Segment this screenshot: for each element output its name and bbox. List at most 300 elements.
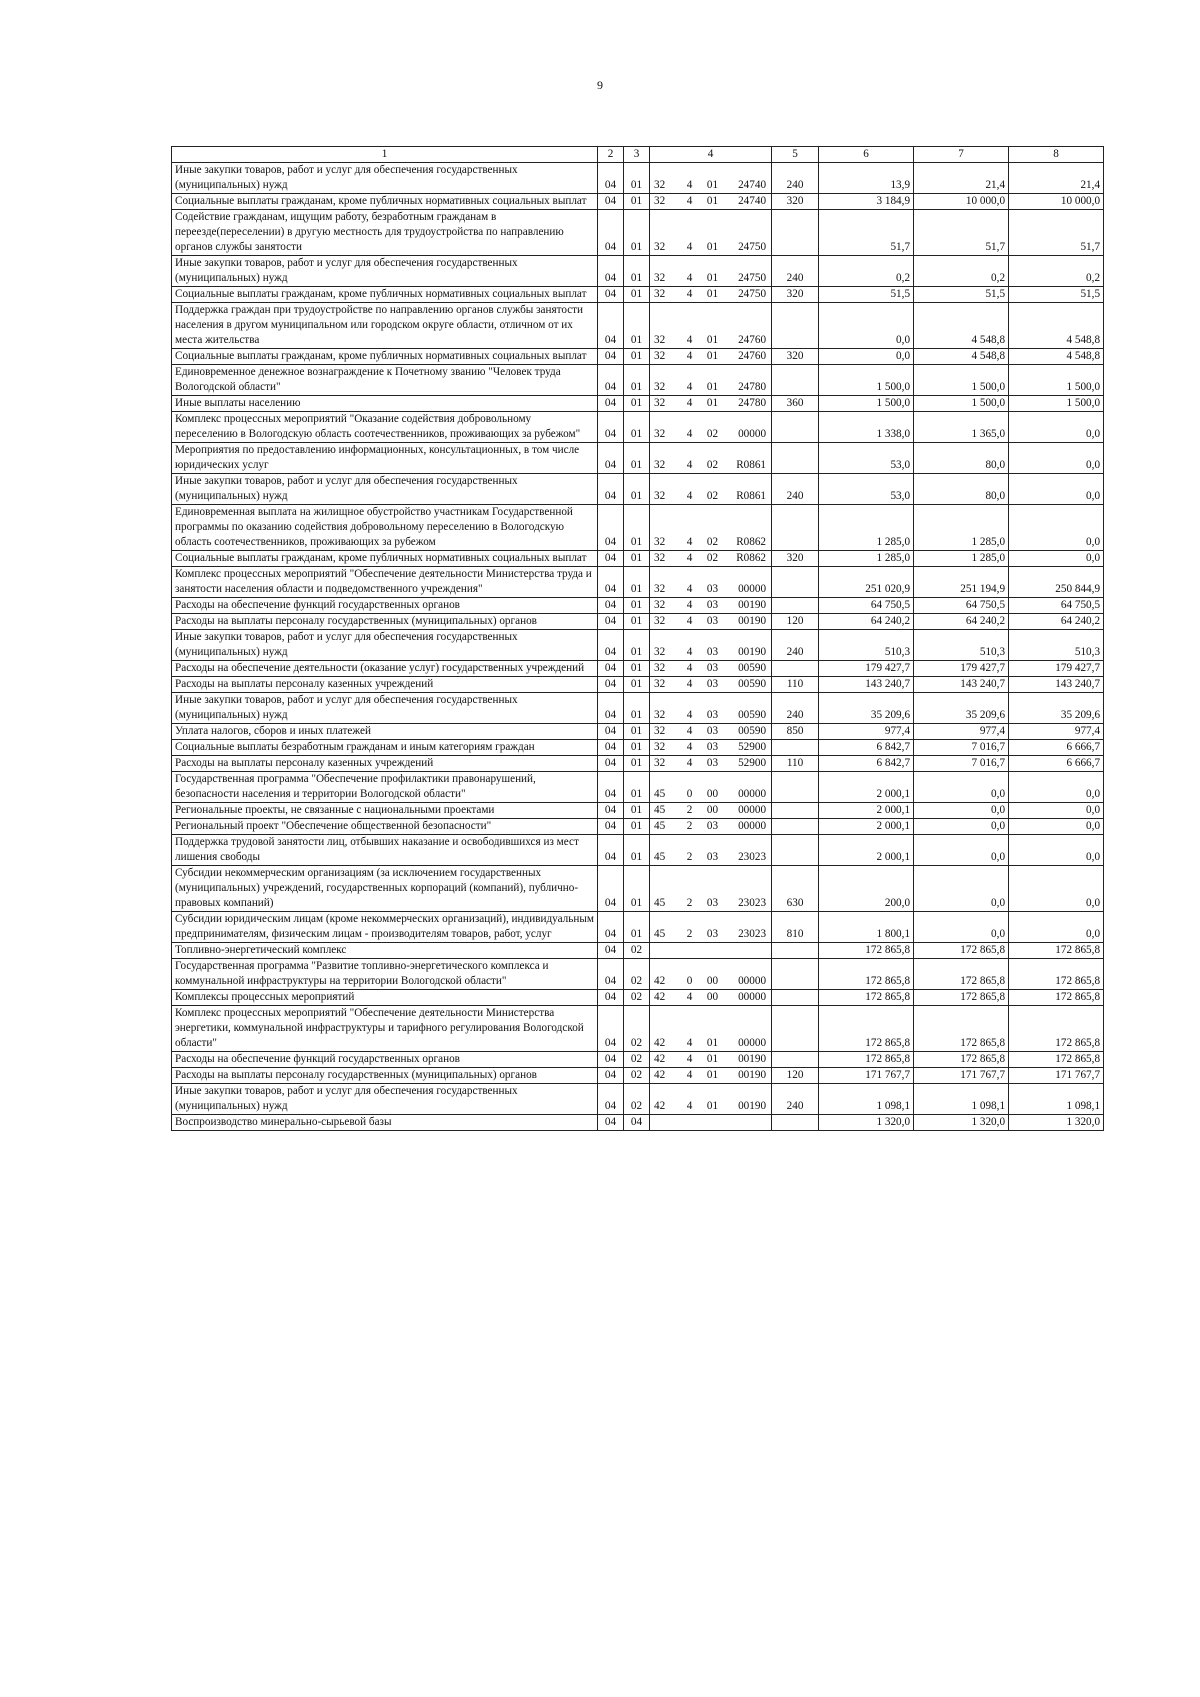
structure-code: 03 — [700, 740, 726, 756]
structure-code: 03 — [700, 835, 726, 866]
amount-col-8: 10 000,0 — [1009, 194, 1104, 210]
table-row — [172, 835, 1104, 866]
expense-type-code — [772, 990, 819, 1006]
program-type-code: 4 — [680, 990, 700, 1006]
section-code: 04 — [598, 990, 624, 1006]
direction-code: 00190 — [726, 1052, 772, 1068]
table-row — [172, 443, 1104, 474]
amount-col-7: 4 548,8 — [914, 349, 1009, 365]
program-type-code: 4 — [680, 256, 700, 287]
direction-code: 52900 — [726, 756, 772, 772]
subsection-code: 01 — [624, 551, 650, 567]
header-cell: 4 — [650, 147, 772, 163]
header-cell: 1 — [172, 147, 598, 163]
table-row — [172, 598, 1104, 614]
section-code: 04 — [598, 803, 624, 819]
section-code: 04 — [598, 551, 624, 567]
structure-code: 01 — [700, 365, 726, 396]
amount-col-7: 1 285,0 — [914, 551, 1009, 567]
amount-col-8: 0,0 — [1009, 551, 1104, 567]
direction-code: 00000 — [726, 803, 772, 819]
page-number: 9 — [597, 78, 603, 92]
row-name: Социальные выплаты гражданам, кроме публичных нормативных социальных выплат — [172, 551, 598, 567]
program-code: 32 — [650, 349, 680, 365]
amount-col-8: 4 548,8 — [1009, 349, 1104, 365]
program-code: 32 — [650, 210, 680, 256]
row-name: Расходы на обеспечение функций государственных органов — [172, 1052, 598, 1068]
direction-code: R0861 — [726, 443, 772, 474]
subsection-code: 01 — [624, 630, 650, 661]
expense-type-code: 120 — [772, 614, 819, 630]
row-name: Расходы на выплаты персоналу казенных учреждений — [172, 677, 598, 693]
amount-col-7: 179 427,7 — [914, 661, 1009, 677]
amount-col-7: 172 865,8 — [914, 990, 1009, 1006]
section-code: 04 — [598, 740, 624, 756]
row-name: Единовременное денежное вознаграждение к Почетному званию "Человек труда Вологодской области" — [172, 365, 598, 396]
amount-col-7: 1 098,1 — [914, 1084, 1009, 1115]
amount-col-7: 172 865,8 — [914, 1052, 1009, 1068]
row-name: Иные закупки товаров, работ и услуг для обеспечения государственных (муниципальных) нужд — [172, 474, 598, 505]
section-code: 04 — [598, 1068, 624, 1084]
row-name: Воспроизводство минерально-сырьевой базы — [172, 1115, 598, 1131]
amount-col-7: 64 750,5 — [914, 598, 1009, 614]
structure-code: 02 — [700, 412, 726, 443]
program-code: 45 — [650, 803, 680, 819]
table-row — [172, 287, 1104, 303]
program-type-code: 4 — [680, 1006, 700, 1052]
amount-col-7: 0,0 — [914, 772, 1009, 803]
structure-code: 03 — [700, 598, 726, 614]
expense-type-code — [772, 303, 819, 349]
direction-code: 23023 — [726, 866, 772, 912]
direction-code: 24740 — [726, 194, 772, 210]
amount-col-7: 7 016,7 — [914, 740, 1009, 756]
amount-col-8: 179 427,7 — [1009, 661, 1104, 677]
subsection-code: 02 — [624, 943, 650, 959]
amount-col-6: 6 842,7 — [819, 756, 914, 772]
amount-col-8: 0,0 — [1009, 772, 1104, 803]
program-code: 42 — [650, 1006, 680, 1052]
direction-code: 00000 — [726, 990, 772, 1006]
direction-code: 00590 — [726, 724, 772, 740]
subsection-code: 01 — [624, 412, 650, 443]
section-code: 04 — [598, 614, 624, 630]
table-row — [172, 693, 1104, 724]
amount-col-8: 0,0 — [1009, 412, 1104, 443]
expense-type-code — [772, 661, 819, 677]
program-type-code: 4 — [680, 614, 700, 630]
row-name: Социальные выплаты гражданам, кроме публичных нормативных социальных выплат — [172, 287, 598, 303]
subsection-code: 01 — [624, 443, 650, 474]
structure-code: 02 — [700, 474, 726, 505]
direction-code: 23023 — [726, 912, 772, 943]
subsection-code: 01 — [624, 677, 650, 693]
structure-code: 01 — [700, 194, 726, 210]
amount-col-8: 0,0 — [1009, 505, 1104, 551]
structure-code — [700, 1115, 726, 1131]
subsection-code: 02 — [624, 1052, 650, 1068]
table-row — [172, 412, 1104, 443]
amount-col-6: 2 000,1 — [819, 819, 914, 835]
table-row — [172, 677, 1104, 693]
program-type-code: 2 — [680, 819, 700, 835]
program-type-code: 4 — [680, 194, 700, 210]
program-code: 32 — [650, 630, 680, 661]
amount-col-6: 1 285,0 — [819, 551, 914, 567]
table-row — [172, 630, 1104, 661]
amount-col-7: 80,0 — [914, 443, 1009, 474]
amount-col-6: 171 767,7 — [819, 1068, 914, 1084]
section-code: 04 — [598, 835, 624, 866]
expense-type-code — [772, 412, 819, 443]
amount-col-6: 0,0 — [819, 349, 914, 365]
amount-col-7: 172 865,8 — [914, 959, 1009, 990]
structure-code: 01 — [700, 163, 726, 194]
program-code: 45 — [650, 772, 680, 803]
table-row — [172, 210, 1104, 256]
amount-col-7: 172 865,8 — [914, 1006, 1009, 1052]
direction-code: 00000 — [726, 959, 772, 990]
section-code: 04 — [598, 1115, 624, 1131]
subsection-code: 01 — [624, 365, 650, 396]
direction-code: 00000 — [726, 567, 772, 598]
program-code — [650, 943, 680, 959]
amount-col-6: 172 865,8 — [819, 959, 914, 990]
table-row — [172, 163, 1104, 194]
table-row — [172, 943, 1104, 959]
subsection-code: 01 — [624, 835, 650, 866]
section-code: 04 — [598, 756, 624, 772]
expense-type-code: 240 — [772, 256, 819, 287]
direction-code: 00190 — [726, 1068, 772, 1084]
amount-col-6: 1 338,0 — [819, 412, 914, 443]
subsection-code: 01 — [624, 194, 650, 210]
program-type-code: 4 — [680, 661, 700, 677]
amount-col-6: 143 240,7 — [819, 677, 914, 693]
program-code: 32 — [650, 567, 680, 598]
structure-code: 01 — [700, 396, 726, 412]
expense-type-code: 110 — [772, 677, 819, 693]
row-name: Комплекс процессных мероприятий "Обеспечение деятельности Министерства энергетики, коммунальной инфраструктуры и тарифного регулирования Вологодской области" — [172, 1006, 598, 1052]
amount-col-7: 510,3 — [914, 630, 1009, 661]
structure-code: 01 — [700, 1084, 726, 1115]
expense-type-code: 630 — [772, 866, 819, 912]
section-code: 04 — [598, 943, 624, 959]
section-code: 04 — [598, 474, 624, 505]
amount-col-7: 251 194,9 — [914, 567, 1009, 598]
expense-type-code — [772, 819, 819, 835]
program-type-code: 4 — [680, 303, 700, 349]
structure-code: 03 — [700, 756, 726, 772]
program-code: 42 — [650, 959, 680, 990]
table-row — [172, 256, 1104, 287]
amount-col-7: 21,4 — [914, 163, 1009, 194]
program-code: 32 — [650, 598, 680, 614]
subsection-code: 01 — [624, 693, 650, 724]
amount-col-6: 172 865,8 — [819, 990, 914, 1006]
structure-code: 01 — [700, 1052, 726, 1068]
amount-col-8: 250 844,9 — [1009, 567, 1104, 598]
table-row — [172, 474, 1104, 505]
header-cell: 5 — [772, 147, 819, 163]
direction-code: 24760 — [726, 303, 772, 349]
amount-col-8: 172 865,8 — [1009, 959, 1104, 990]
amount-col-8: 0,2 — [1009, 256, 1104, 287]
subsection-code: 01 — [624, 210, 650, 256]
amount-col-6: 0,2 — [819, 256, 914, 287]
row-name: Иные выплаты населению — [172, 396, 598, 412]
subsection-code: 01 — [624, 349, 650, 365]
expense-type-code — [772, 740, 819, 756]
table-row — [172, 365, 1104, 396]
program-code: 32 — [650, 740, 680, 756]
expense-type-code: 110 — [772, 756, 819, 772]
row-name: Мероприятия по предоставлению информационных, консультационных, в том числе юридических услуг — [172, 443, 598, 474]
amount-col-6: 2 000,1 — [819, 835, 914, 866]
row-name: Расходы на выплаты персоналу казенных учреждений — [172, 756, 598, 772]
amount-col-8: 51,7 — [1009, 210, 1104, 256]
subsection-code: 02 — [624, 1068, 650, 1084]
structure-code: 00 — [700, 772, 726, 803]
program-code: 42 — [650, 1084, 680, 1115]
expense-type-code — [772, 1115, 819, 1131]
program-code — [650, 1115, 680, 1131]
amount-col-6: 51,7 — [819, 210, 914, 256]
amount-col-8: 0,0 — [1009, 835, 1104, 866]
program-type-code: 4 — [680, 349, 700, 365]
program-code: 32 — [650, 474, 680, 505]
subsection-code: 01 — [624, 756, 650, 772]
program-type-code: 0 — [680, 959, 700, 990]
program-code: 45 — [650, 835, 680, 866]
direction-code — [726, 943, 772, 959]
program-type-code: 4 — [680, 287, 700, 303]
structure-code: 01 — [700, 256, 726, 287]
structure-code: 00 — [700, 959, 726, 990]
amount-col-6: 53,0 — [819, 443, 914, 474]
amount-col-8: 6 666,7 — [1009, 740, 1104, 756]
subsection-code: 02 — [624, 990, 650, 1006]
program-type-code: 2 — [680, 866, 700, 912]
amount-col-8: 0,0 — [1009, 912, 1104, 943]
direction-code — [726, 1115, 772, 1131]
program-code: 42 — [650, 1068, 680, 1084]
program-type-code: 0 — [680, 772, 700, 803]
subsection-code: 02 — [624, 1084, 650, 1115]
amount-col-7: 51,5 — [914, 287, 1009, 303]
row-name: Иные закупки товаров, работ и услуг для обеспечения государственных (муниципальных) нужд — [172, 630, 598, 661]
row-name: Расходы на обеспечение деятельности (оказание услуг) государственных учреждений — [172, 661, 598, 677]
program-code: 45 — [650, 912, 680, 943]
row-name: Государственная программа "Обеспечение профилактики правонарушений, безопасности населения и территории Вологодской области" — [172, 772, 598, 803]
row-name: Содействие гражданам, ищущим работу, безработным гражданам в переезде(переселении) в другую местность для трудоустройства по направлению органов службы занятости — [172, 210, 598, 256]
section-code: 04 — [598, 598, 624, 614]
program-type-code: 4 — [680, 412, 700, 443]
amount-col-7: 0,0 — [914, 866, 1009, 912]
row-name: Комплексы процессных мероприятий — [172, 990, 598, 1006]
expense-type-code — [772, 803, 819, 819]
program-type-code: 4 — [680, 163, 700, 194]
row-name: Уплата налогов, сборов и иных платежей — [172, 724, 598, 740]
program-type-code: 4 — [680, 567, 700, 598]
amount-col-8: 172 865,8 — [1009, 943, 1104, 959]
subsection-code: 01 — [624, 866, 650, 912]
expense-type-code — [772, 505, 819, 551]
table-row — [172, 803, 1104, 819]
expense-type-code — [772, 835, 819, 866]
program-code: 32 — [650, 724, 680, 740]
amount-col-7: 1 320,0 — [914, 1115, 1009, 1131]
subsection-code: 02 — [624, 1006, 650, 1052]
structure-code: 03 — [700, 661, 726, 677]
header-row — [172, 147, 1104, 163]
amount-col-6: 2 000,1 — [819, 803, 914, 819]
table-row — [172, 567, 1104, 598]
program-code: 32 — [650, 396, 680, 412]
table-row — [172, 661, 1104, 677]
subsection-code: 01 — [624, 661, 650, 677]
section-code: 04 — [598, 959, 624, 990]
section-code: 04 — [598, 443, 624, 474]
row-name: Комплекс процессных мероприятий "Оказание содействия добровольному переселению в Вологодскую область соотечественников, проживающих за рубежом" — [172, 412, 598, 443]
subsection-code: 01 — [624, 614, 650, 630]
section-code: 04 — [598, 163, 624, 194]
structure-code: 02 — [700, 443, 726, 474]
amount-col-6: 64 750,5 — [819, 598, 914, 614]
expense-type-code: 240 — [772, 1084, 819, 1115]
amount-col-8: 0,0 — [1009, 443, 1104, 474]
amount-col-8: 21,4 — [1009, 163, 1104, 194]
amount-col-8: 510,3 — [1009, 630, 1104, 661]
structure-code: 03 — [700, 912, 726, 943]
program-code: 32 — [650, 365, 680, 396]
direction-code: 24780 — [726, 396, 772, 412]
program-code: 32 — [650, 287, 680, 303]
section-code: 04 — [598, 1006, 624, 1052]
structure-code — [700, 943, 726, 959]
direction-code: 24750 — [726, 256, 772, 287]
table-row — [172, 1084, 1104, 1115]
amount-col-6: 3 184,9 — [819, 194, 914, 210]
section-code: 04 — [598, 630, 624, 661]
row-name: Региональный проект "Обеспечение общественной безопасности" — [172, 819, 598, 835]
section-code: 04 — [598, 256, 624, 287]
program-type-code: 4 — [680, 396, 700, 412]
amount-col-7: 977,4 — [914, 724, 1009, 740]
table-row — [172, 1006, 1104, 1052]
structure-code: 00 — [700, 990, 726, 1006]
row-name: Комплекс процессных мероприятий "Обеспечение деятельности Министерства труда и занятости населения области и подведомственного учреждения" — [172, 567, 598, 598]
amount-col-6: 64 240,2 — [819, 614, 914, 630]
program-type-code: 4 — [680, 677, 700, 693]
amount-col-7: 0,0 — [914, 819, 1009, 835]
table-row — [172, 772, 1104, 803]
subsection-code: 01 — [624, 740, 650, 756]
amount-col-7: 0,0 — [914, 912, 1009, 943]
table-row — [172, 756, 1104, 772]
program-code: 32 — [650, 256, 680, 287]
section-code: 04 — [598, 210, 624, 256]
expense-type-code — [772, 365, 819, 396]
structure-code: 03 — [700, 567, 726, 598]
row-name: Иные закупки товаров, работ и услуг для обеспечения государственных (муниципальных) нужд — [172, 256, 598, 287]
structure-code: 02 — [700, 551, 726, 567]
direction-code: 00590 — [726, 677, 772, 693]
amount-col-6: 2 000,1 — [819, 772, 914, 803]
program-code: 32 — [650, 505, 680, 551]
subsection-code: 01 — [624, 567, 650, 598]
program-code: 32 — [650, 693, 680, 724]
program-type-code: 4 — [680, 756, 700, 772]
amount-col-6: 35 209,6 — [819, 693, 914, 724]
row-name: Расходы на выплаты персоналу государственных (муниципальных) органов — [172, 614, 598, 630]
direction-code: 00000 — [726, 819, 772, 835]
subsection-code: 01 — [624, 724, 650, 740]
program-code: 42 — [650, 1052, 680, 1068]
section-code: 04 — [598, 396, 624, 412]
section-code: 04 — [598, 1052, 624, 1068]
row-name: Социальные выплаты гражданам, кроме публичных нормативных социальных выплат — [172, 194, 598, 210]
amount-col-6: 1 800,1 — [819, 912, 914, 943]
amount-col-6: 51,5 — [819, 287, 914, 303]
row-name: Иные закупки товаров, работ и услуг для обеспечения государственных (муниципальных) нужд — [172, 163, 598, 194]
amount-col-6: 53,0 — [819, 474, 914, 505]
section-code: 04 — [598, 772, 624, 803]
budget-table — [171, 146, 1104, 1131]
table-row — [172, 614, 1104, 630]
amount-col-7: 143 240,7 — [914, 677, 1009, 693]
program-type-code: 4 — [680, 693, 700, 724]
amount-col-7: 7 016,7 — [914, 756, 1009, 772]
structure-code: 01 — [700, 287, 726, 303]
program-code: 32 — [650, 443, 680, 474]
expense-type-code — [772, 1052, 819, 1068]
amount-col-8: 172 865,8 — [1009, 1006, 1104, 1052]
section-code: 04 — [598, 866, 624, 912]
table-row — [172, 819, 1104, 835]
program-code: 45 — [650, 819, 680, 835]
program-code: 32 — [650, 756, 680, 772]
direction-code: 00190 — [726, 1084, 772, 1115]
direction-code: 24780 — [726, 365, 772, 396]
program-type-code: 4 — [680, 630, 700, 661]
program-code: 32 — [650, 163, 680, 194]
amount-col-6: 1 320,0 — [819, 1115, 914, 1131]
row-name: Социальные выплаты безработным гражданам и иным категориям граждан — [172, 740, 598, 756]
program-type-code: 4 — [680, 740, 700, 756]
amount-col-8: 0,0 — [1009, 474, 1104, 505]
program-type-code: 4 — [680, 505, 700, 551]
program-type-code: 2 — [680, 803, 700, 819]
program-type-code: 4 — [680, 1084, 700, 1115]
program-type-code: 4 — [680, 1052, 700, 1068]
direction-code: 00000 — [726, 1006, 772, 1052]
program-type-code: 2 — [680, 835, 700, 866]
direction-code: R0861 — [726, 474, 772, 505]
table-row — [172, 959, 1104, 990]
section-code: 04 — [598, 287, 624, 303]
row-name: Иные закупки товаров, работ и услуг для обеспечения государственных (муниципальных) нужд — [172, 1084, 598, 1115]
amount-col-8: 0,0 — [1009, 866, 1104, 912]
table-row — [172, 303, 1104, 349]
header-cell: 8 — [1009, 147, 1104, 163]
section-code: 04 — [598, 303, 624, 349]
structure-code: 01 — [700, 1006, 726, 1052]
program-type-code: 4 — [680, 598, 700, 614]
amount-col-7: 0,0 — [914, 835, 1009, 866]
direction-code: 24760 — [726, 349, 772, 365]
header-cell: 2 — [598, 147, 624, 163]
